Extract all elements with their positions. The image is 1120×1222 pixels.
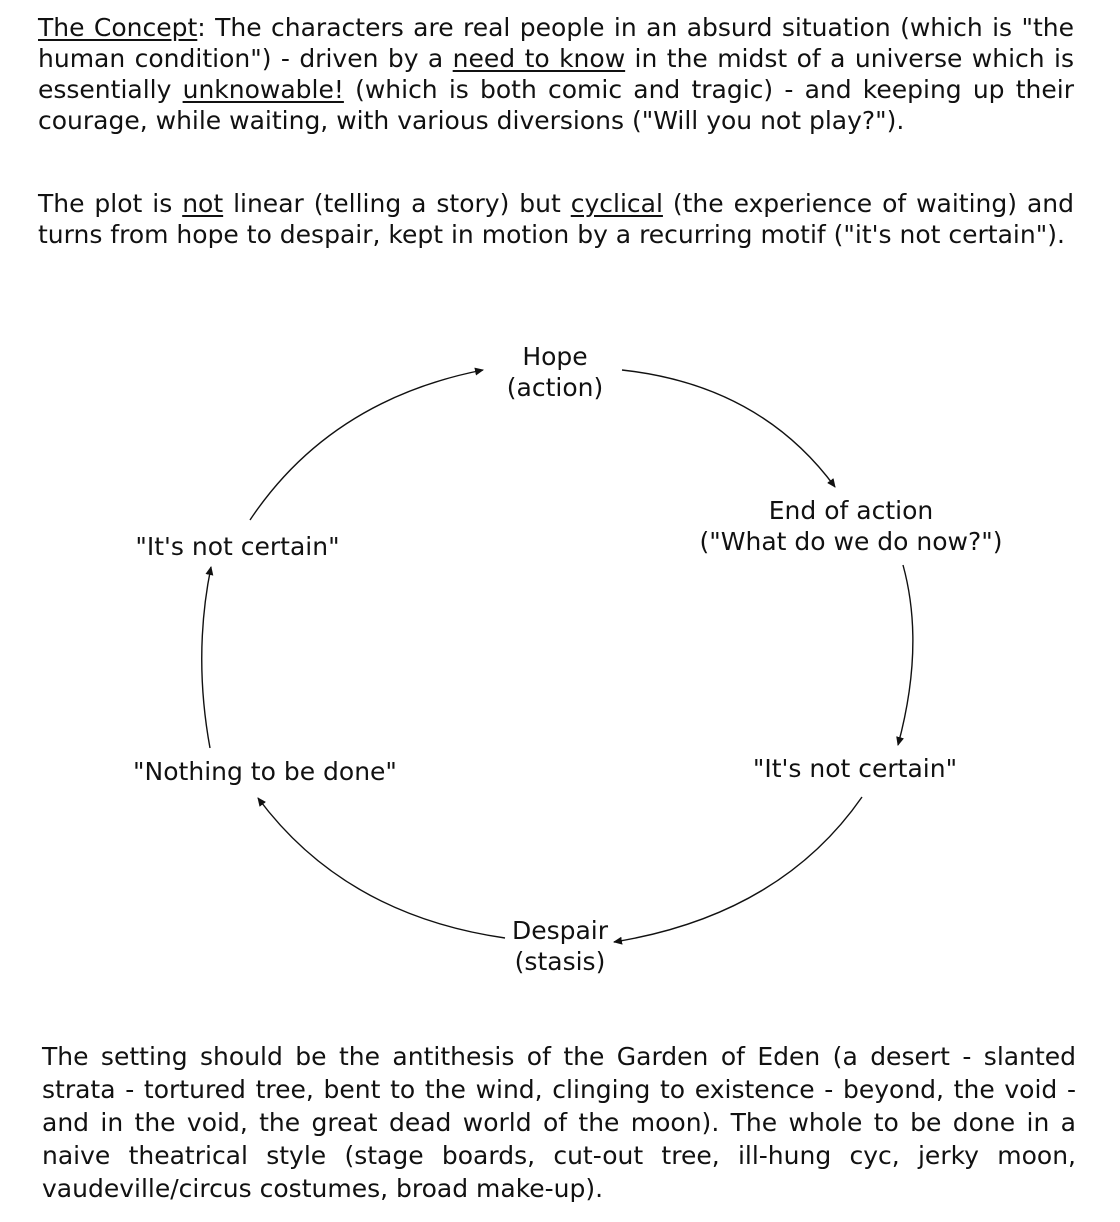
text-run: in the midst of a universe which is essentially	[38, 44, 1074, 104]
despair-node	[490, 915, 630, 977]
setting-paragraph: The setting should be the antithesis of the Garden of Eden (a desert - slanted strata - tortured tree, bent to the wind, clinging to existence - beyond, the void - and in the void, the great dead world of the moon). The whole to be done in a naive theatrical style (stage boards, cut-out tree, ill-hung cyc, jerky moon, vaudeville/circus costumes, broad make-up).	[42, 1042, 1076, 1203]
hope-node	[490, 341, 620, 403]
end-of-action-label: End of action	[768, 496, 934, 525]
text-run: (which is both comic and tragic) - and keeping up their courage, while waiting, with various diversions ("Will you not play?").	[38, 75, 1074, 135]
not-certain-left-node: "It's not certain"	[135, 532, 340, 561]
text-run: linear (telling a story) but	[223, 189, 571, 218]
arrow-despair-to-nothing-done	[258, 798, 505, 938]
nothing-to-be-done-node: "Nothing to be done"	[133, 757, 397, 786]
text-run: : The characters are real people in an absurd situation (which is "the human condition") - driven by a	[38, 13, 1074, 73]
text-run: The plot is	[38, 189, 183, 218]
end-of-action-sublabel: ("What do we do now?")	[699, 527, 1003, 556]
underlined-phrase: unknowable!	[182, 75, 344, 104]
underlined-phrase: need to know	[452, 44, 626, 73]
arrow-nothing-done-to-not-certain	[202, 567, 211, 748]
end-of-action-node	[686, 495, 1016, 557]
not-certain-right-node: "It's not certain"	[752, 754, 958, 783]
text-run: (the experience of waiting) and turns from hope to despair, kept in motion by a recurring motif ("it's not certain").	[38, 189, 1074, 249]
underlined-phrase: cyclical	[570, 189, 663, 218]
arrow-end-of-action-to-not-certain	[898, 565, 913, 745]
arrow-not-certain-to-despair	[614, 797, 862, 942]
underlined-phrase: The Concept	[38, 13, 198, 42]
hope-sublabel: (action)	[506, 373, 604, 402]
hope-label: Hope	[522, 342, 588, 371]
despair-label: Despair	[511, 916, 609, 945]
underlined-phrase: not	[182, 189, 224, 218]
despair-sublabel: (stasis)	[514, 947, 606, 976]
arrow-not-certain-to-hope	[250, 370, 483, 520]
arrow-hope-to-end-of-action	[622, 370, 835, 487]
